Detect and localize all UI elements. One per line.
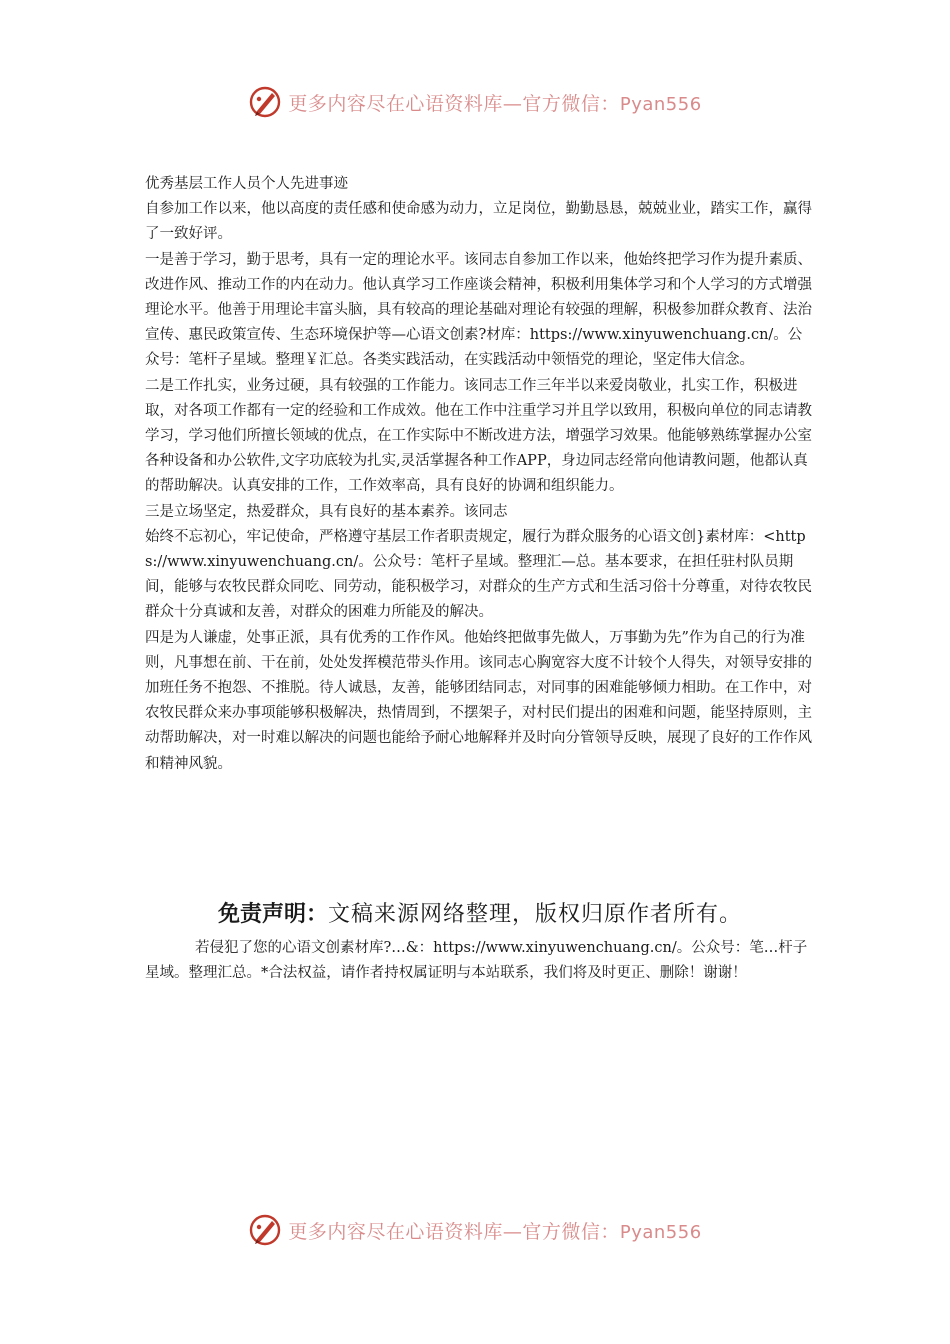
footer-banner-label: 更多内容尽在心语资料库—官方微信： <box>288 1220 620 1243</box>
header-banner <box>0 82 950 122</box>
paragraph-work: 二是工作扎实，业务过硬，具有较强的工作能力。该同志工作三年半以来爱岗敬业，扎实工作，积极进取，对各项工作都有一定的经验和工作成效。他在工作中注重学习并且学以致用，积极向单位的同志请教学习，学习他们所擅长领域的优点，在工作实际中不断改进方法，增强学习效果。他能够熟练掌握办公室各种设备和办公软件,文字功底较为扎实,灵活掌握各种工作APP，身边同志经常向他请教问题，他都认真的帮助解决。认真安排的工作，工作效率高，具有良好的协调和组织能力。 <box>145 377 812 495</box>
document-title: 优秀基层工作人员个人先进事迹 <box>145 176 348 192</box>
footer-banner <box>0 1210 950 1250</box>
header-banner-text <box>288 89 701 116</box>
paragraph-study: 一是善于学习，勤于思考，具有一定的理论水平。该同志自参加工作以来，他始终把学习作为提升素质、改进作风、推动工作的内在动力。他认真学习工作座谈会精神，积极利用集体学习和个人学习的方式增强理论水平。他善于用理论丰富头脑，具有较高的理论基础对理论有较强的理解，积极参加群众教育、法治宣传、惠民政策宣传、生态环境保护等—心语文创素?材库：https://www.xinyuwenchuang.cn/。公众号：笔杆子星域。整理￥汇总。各类实践活动，在实践活动中领悟党的理论，坚定伟大信念。 <box>145 251 812 369</box>
disclaimer-body: 若侵犯了您的心语文创素材库?…&：https://www.xinyuwenchuang.cn/。公众号：笔…杆子星域。整理汇总。*合法权益，请作者持权属证明与本站联系，我们将及时更正、删除！谢谢！ <box>145 940 808 982</box>
disclaimer-statement: 文稿来源网络整理，版权归原作者所有。 <box>328 902 743 927</box>
header-banner-wechat-id: Pyan556 <box>619 93 702 115</box>
paragraph-intro: 自参加工作以来，他以高度的责任感和使命感为动力，立足岗位，勤勤恳恳，兢兢业业，踏实工作，赢得了一致好评。 <box>145 201 812 243</box>
paragraph-stance-heading: 三是立场坚定，热爱群众，具有良好的基本素养。该同志 <box>145 503 508 520</box>
paragraph-conduct: 四是为人谦虚，处事正派，具有优秀的工作作风。他始终把做事先做人，万事勤为先”作为自己的行为准则，凡事想在前、干在前，处处发挥模范带头作用。该同志心胸宽容大度不计较个人得失，对领导安排的加班任务不抱怨、不推脱。待人诚恳，友善，能够团结同志，对同事的困难能够倾力相助。在工作中，对农牧民群众来办事项能够积极解决，热情周到，不摆架子，对村民们提出的困难和问题，能坚持原则，主动帮助解决，对一时难以解决的问题也能给予耐心地解释并及时向分管领导反映，展现了良好的工作作风和精神风貌。 <box>145 629 812 772</box>
document-body <box>145 172 815 777</box>
header-banner-label: 更多内容尽在心语资料库—官方微信： <box>288 92 620 115</box>
pen-logo-icon <box>248 1213 282 1247</box>
paragraph-stance: 始终不忘初心，牢记使命，严格遵守基层工作者职责规定，履行为群众服务的心语文创}素材库：<https://www.xinyuwenchuang.cn/。公众号：笔杆子星域。整理汇—总。基本要求，在担任驻村队员期间，能够与农牧民群众同吃、同劳动，能积极学习，对群众的生产方式和生活习俗十分尊重，对待农牧民群众十分真诚和友善，对群众的困难力所能及的解决。 <box>145 528 812 621</box>
disclaimer-label: 免责声明： <box>217 902 328 927</box>
pen-logo-icon <box>248 85 282 119</box>
footer-banner-wechat-id: Pyan556 <box>619 1221 702 1243</box>
footer-banner-text <box>288 1217 701 1244</box>
disclaimer-section <box>145 898 815 986</box>
disclaimer-title <box>145 898 815 932</box>
